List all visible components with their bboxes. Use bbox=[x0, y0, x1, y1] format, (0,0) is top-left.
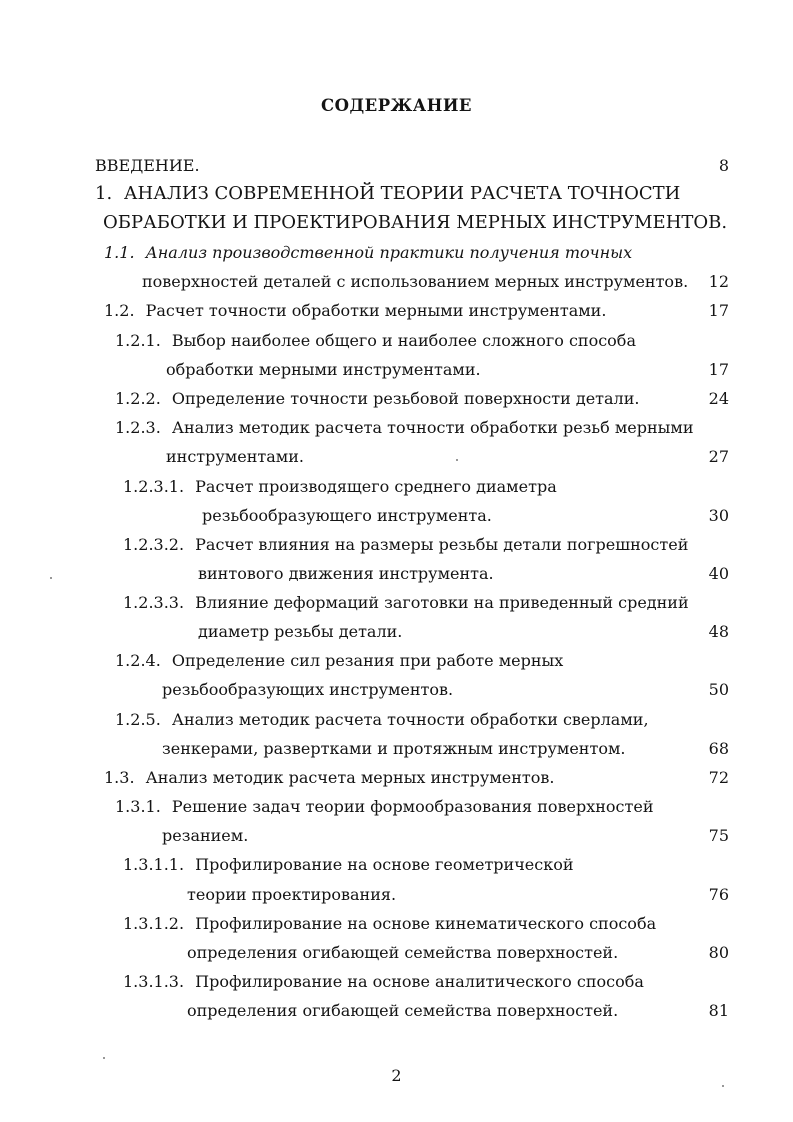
toc-entry-title: Анализ производственной практики получения точных bbox=[145, 243, 633, 262]
page-number: 2 bbox=[391, 1066, 402, 1085]
scan-speck bbox=[722, 1085, 724, 1087]
toc-page-number: 81 bbox=[708, 1001, 729, 1020]
toc-page-number: 72 bbox=[708, 768, 729, 787]
toc-entry-title: Анализ методик расчета мерных инструментов. bbox=[145, 768, 555, 787]
toc-entry-title: Расчет влияния на размеры резьбы детали погрешностей bbox=[195, 535, 689, 554]
scan-speck bbox=[103, 1057, 105, 1059]
toc-entry-1-2-3-2 bbox=[123, 535, 688, 555]
toc-entry-number: 1.3.1. bbox=[115, 797, 161, 816]
toc-entry-title: Расчет точности обработки мерными инструментами. bbox=[145, 301, 607, 320]
toc-entry-number: 1.3. bbox=[104, 768, 135, 787]
scan-speck bbox=[50, 577, 52, 579]
toc-entry-intro bbox=[95, 156, 200, 176]
toc-entry-1-2-1 bbox=[115, 331, 636, 351]
toc-entry-1-2-5 bbox=[115, 710, 649, 730]
toc-page-number: 48 bbox=[708, 622, 729, 641]
toc-entry-1-1-cont: поверхностей деталей с использованием мерных инструментов. bbox=[142, 272, 689, 291]
toc-entry-number: 1.2.3.3. bbox=[123, 593, 185, 612]
toc-entry-number: 1. bbox=[95, 183, 113, 204]
toc-page-number: 76 bbox=[708, 885, 729, 904]
toc-page-number: 30 bbox=[708, 506, 729, 525]
toc-entry-title: Выбор наиболее общего и наиболее сложного способа bbox=[171, 331, 636, 350]
toc-entry-1-2-4-cont: резьбообразующих инструментов. bbox=[162, 680, 454, 699]
toc-page-number: 12 bbox=[708, 272, 729, 291]
toc-entry-title: Профилирование на основе геометрической bbox=[195, 855, 574, 874]
toc-entry-title: Решение задач теории формообразования поверхностей bbox=[171, 797, 654, 816]
toc-entry-1-2-3-2-cont: винтового движения инструмента. bbox=[198, 564, 494, 583]
page-title: СОДЕРЖАНИЕ bbox=[320, 96, 472, 115]
toc-entry-1-2-3-cont: инструментами. bbox=[166, 447, 304, 466]
toc-entry-title: АНАЛИЗ СОВРЕМЕННОЙ ТЕОРИИ РАСЧЕТА ТОЧНОСТИ bbox=[123, 183, 681, 204]
toc-entry-1-2-4 bbox=[115, 651, 563, 671]
toc-entry-number: 1.2.1. bbox=[115, 331, 161, 350]
toc-entry-1-3-1-2-cont: определения огибающей семейства поверхностей. bbox=[187, 943, 619, 962]
toc-page-number: 80 bbox=[708, 943, 729, 962]
toc-entry-number: 1.2.3.2. bbox=[123, 535, 185, 554]
toc-entry-1-3 bbox=[104, 768, 554, 788]
toc-entry-1-3-1-3-cont: определения огибающей семейства поверхностей. bbox=[187, 1001, 619, 1020]
toc-entry-1-3-1 bbox=[115, 797, 654, 817]
toc-entry-number: 1.2.2. bbox=[115, 389, 161, 408]
toc-entry-1-2-1-cont: обработки мерными инструментами. bbox=[166, 360, 481, 379]
toc-entry-title: Влияние деформаций заготовки на приведенный средний bbox=[195, 593, 689, 612]
toc-entry-title: ВВЕДЕНИЕ. bbox=[95, 156, 200, 175]
toc-page-number: 17 bbox=[708, 301, 729, 320]
toc-entry-1-3-1-3 bbox=[123, 972, 644, 992]
toc-entry-title: Профилирование на основе кинематического способа bbox=[195, 914, 657, 933]
toc-entry-1-1 bbox=[104, 243, 632, 263]
toc-entry-1-3-1-1-cont: теории проектирования. bbox=[187, 885, 397, 904]
toc-page-number: 8 bbox=[718, 156, 729, 175]
toc-entry-1-2-3 bbox=[115, 418, 693, 438]
toc-page-number: 17 bbox=[708, 360, 729, 379]
toc-entry-1-2-3-1 bbox=[123, 477, 557, 497]
toc-page-number: 40 bbox=[708, 564, 729, 583]
toc-entry-title: Анализ методик расчета точности обработки сверлами, bbox=[171, 710, 649, 729]
toc-entry-1-2 bbox=[104, 301, 606, 321]
toc-entry-number: 1.2.4. bbox=[115, 651, 161, 670]
toc-entry-1-2-3-3-cont: диаметр резьбы детали. bbox=[198, 622, 403, 641]
toc-entry-title: Анализ методик расчета точности обработки резьб мерными bbox=[171, 418, 694, 437]
toc-page-number: 68 bbox=[708, 739, 729, 758]
toc-page-number: 27 bbox=[708, 447, 729, 466]
toc-entry-number: 1.2.5. bbox=[115, 710, 161, 729]
toc-entry-1-3-1-2 bbox=[123, 914, 656, 934]
scan-speck bbox=[456, 459, 458, 461]
toc-entry-number: 1.2. bbox=[104, 301, 135, 320]
toc-entry-1-2-3-3 bbox=[123, 593, 689, 613]
toc-entry-number: 1.3.1.2. bbox=[123, 914, 185, 933]
toc-entry-1-3-1-cont: резанием. bbox=[162, 826, 249, 845]
toc-entry-number: 1.2.3. bbox=[115, 418, 161, 437]
toc-entry-title: Определение сил резания при работе мерных bbox=[171, 651, 564, 670]
toc-entry-title: Определение точности резьбовой поверхности детали. bbox=[171, 389, 640, 408]
toc-entry-chapter-1 bbox=[95, 184, 680, 204]
toc-page-number: 24 bbox=[708, 389, 729, 408]
toc-entry-1-3-1-1 bbox=[123, 855, 574, 875]
toc-entry-title: Профилирование на основе аналитического способа bbox=[195, 972, 644, 991]
toc-entry-1-2-3-1-cont: резьбообразующего инструмента. bbox=[202, 506, 492, 525]
toc-entry-number: 1.3.1.1. bbox=[123, 855, 185, 874]
toc-entry-title: Расчет производящего среднего диаметра bbox=[195, 477, 557, 496]
toc-page-number: 50 bbox=[708, 680, 729, 699]
toc-entry-number: 1.2.3.1. bbox=[123, 477, 185, 496]
toc-entry-1-2-5-cont: зенкерами, развертками и протяжным инструментом. bbox=[162, 739, 626, 758]
toc-page-number: 75 bbox=[708, 826, 729, 845]
toc-entry-number: 1.1. bbox=[104, 243, 135, 262]
toc-entry-number: 1.3.1.3. bbox=[123, 972, 185, 991]
toc-entry-1-2-2 bbox=[115, 389, 639, 409]
toc-entry-chapter-1-cont: ОБРАБОТКИ И ПРОЕКТИРОВАНИЯ МЕРНЫХ ИНСТРУМЕНТОВ. bbox=[103, 212, 728, 233]
